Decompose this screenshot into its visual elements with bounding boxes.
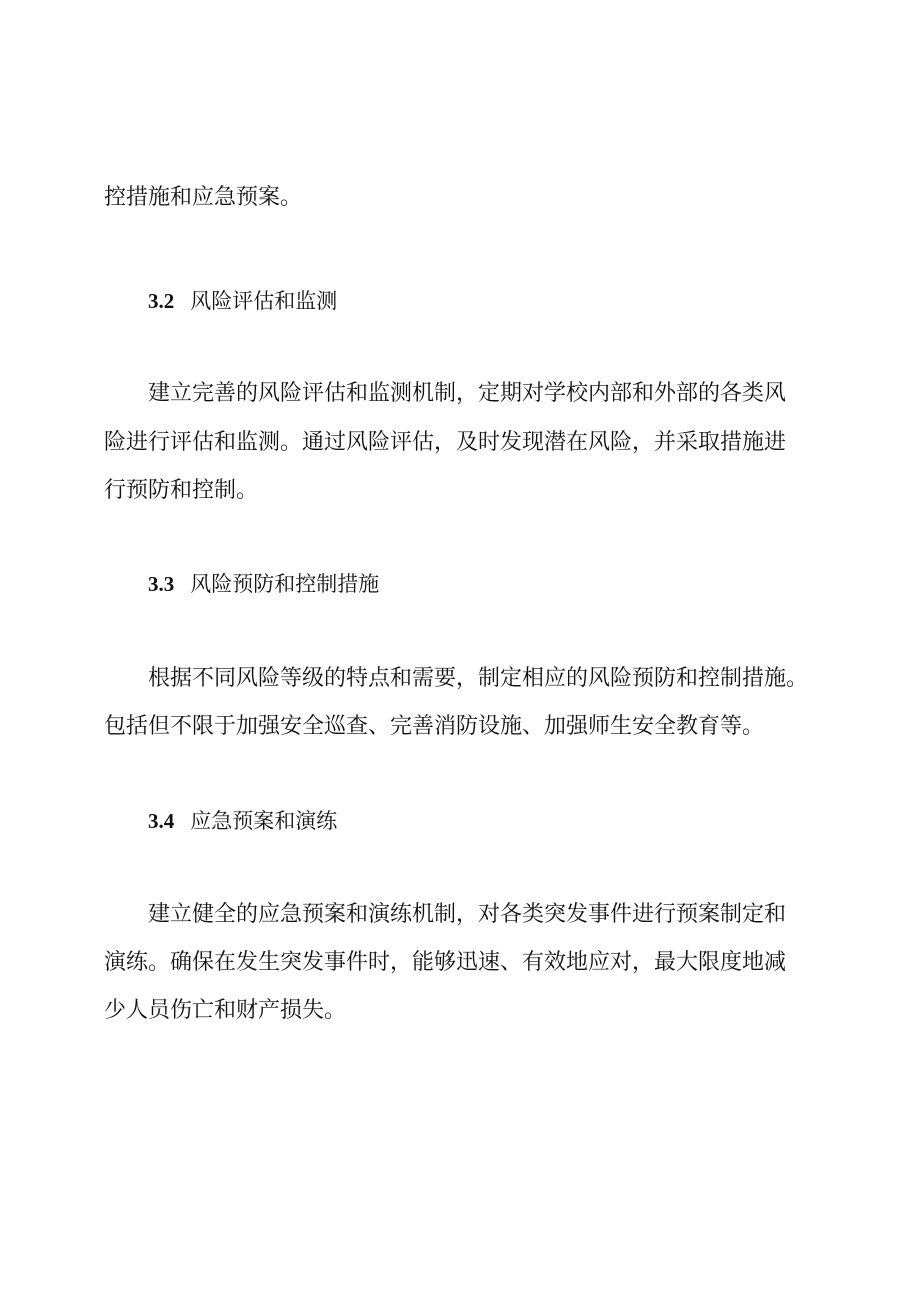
section-title: 风险评估和监测 [190,289,338,313]
section-number: 3.3 [148,572,175,596]
intro-tail-text: 控措施和应急预案。 [104,185,303,210]
section-heading-3-3 [148,569,379,599]
paragraph-line: 建立完善的风险评估和监测机制，定期对学校内部和外部的各类风 [148,381,787,406]
paragraph-line: 包括但不限于加强安全巡查、完善消防设施、加强师生安全教育等。 [104,714,765,739]
paragraph-line: 少人员伤亡和财产损失。 [104,998,347,1023]
paragraph-line: 险进行评估和监测。通过风险评估，及时发现潜在风险，并采取措施进 [104,430,787,455]
paragraph-line: 建立健全的应急预案和演练机制，对各类突发事件进行预案制定和 [148,902,787,927]
section-title: 风险预防和控制措施 [190,572,380,596]
section-number: 3.4 [148,809,175,833]
paragraph-line: 演练。确保在发生突发事件时，能够迅速、有效地应对，最大限度地减 [104,950,787,975]
paragraph-line: 行预防和控制。 [104,478,259,503]
section-number: 3.2 [148,289,175,313]
section-heading-3-4 [148,806,337,836]
paragraph-line: 根据不同风险等级的特点和需要，制定相应的风险预防和控制措施。 [148,666,809,691]
section-heading-3-2 [148,286,337,316]
section-title: 应急预案和演练 [190,809,338,833]
